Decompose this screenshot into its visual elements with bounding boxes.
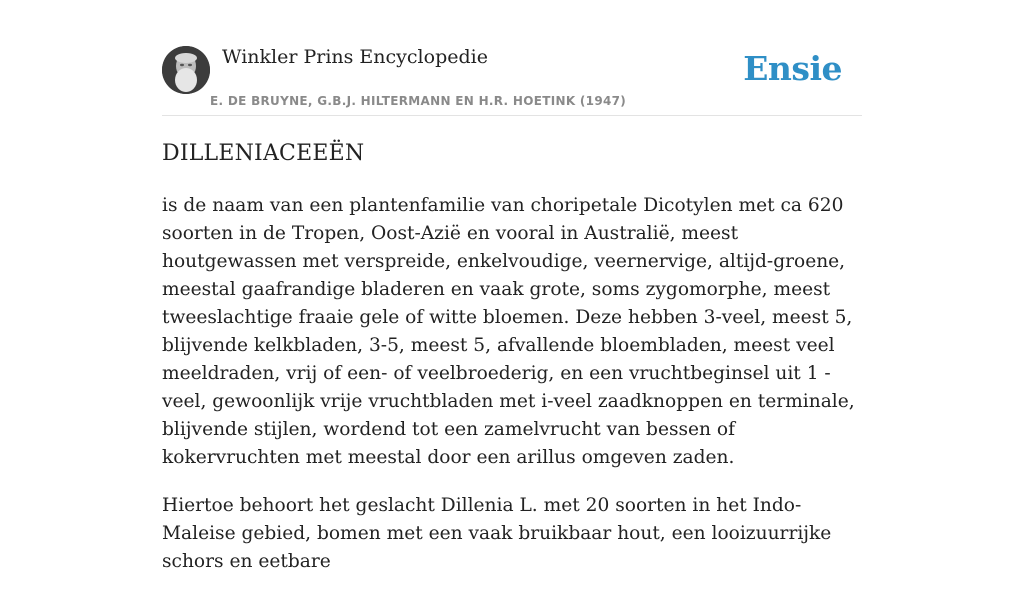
site-header <box>162 44 862 116</box>
header-divider <box>162 115 862 116</box>
entry-paragraph: is de naam van een plantenfamilie van choripetale Dicotylen met ca 620 soorten in de Tropen, Oost-Azië en vooral in Australië, meest houtgewassen met verspreide, enkelvoudige, veernervige, altijd-groene, meestal gaafrandige bladeren en vaak grote, soms zygomorphe, meest tweeslachtige fraaie gele of witte bloemen. Deze hebben 3-veel, meest 5, blijvende kelkbladen, 3-5, meest 5, afvallende bloembladen, meest veel meeldraden, vrij of een- of veelbroederig, en een vruchtbeginsel uit 1 -veel, gewoonlijk vrije vruchtbladen met i-veel zaadknoppen en terminale, blijvende stijlen, wordend tot een zamelvrucht van bessen of kokervruchten met meestal door een arillus omgeven zaden. <box>162 195 855 468</box>
entry-body <box>162 192 862 596</box>
authors-line: E. DE BRUYNE, G.B.J. HILTERMANN EN H.R. HOETINK (1947) <box>210 94 627 108</box>
entry-title: DILLENIACEEËN <box>162 141 365 166</box>
portrait-image <box>162 46 210 94</box>
ensie-logo[interactable]: Ensie <box>743 49 842 88</box>
entry-paragraph: Hiertoe behoort het geslacht Dillenia L. met 20 soorten in het Indo-Maleise gebied, bomen met een vaak bruikbaar hout, een looizuurrijke schors en eetbare <box>162 495 832 572</box>
author-avatar[interactable] <box>162 46 210 94</box>
publication-title[interactable]: Winkler Prins Encyclopedie <box>222 46 488 68</box>
